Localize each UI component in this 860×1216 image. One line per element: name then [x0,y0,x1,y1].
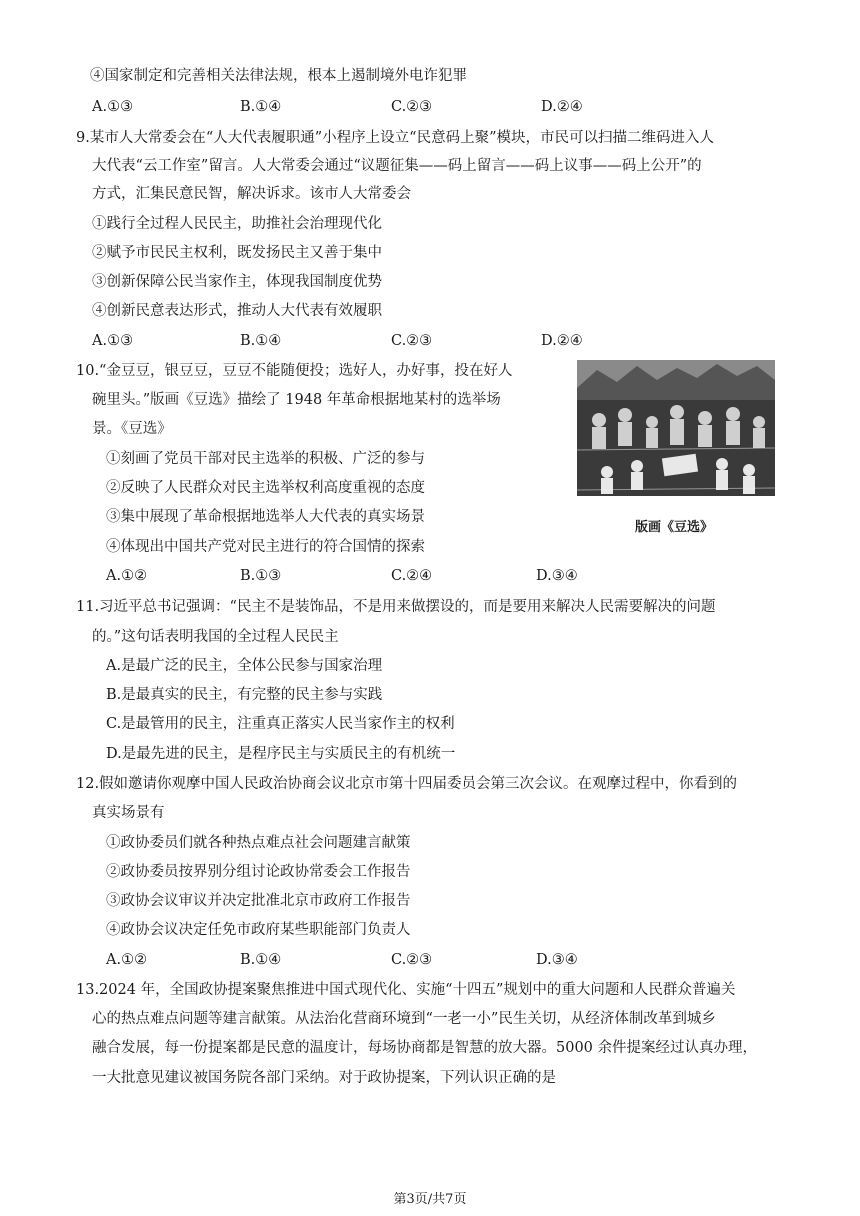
q10-stem-line-1: 10.“金豆豆，银豆豆，豆豆不能随便投；选好人，办好事，投在好人 [76,363,513,379]
q12-stem-line-2: 真实场景有 [92,805,165,821]
q9-statement-4: ④创新民意表达形式，推动人大代表有效履职 [92,303,382,319]
q9-stem-line-1: 9.某市人大常委会在“人大代表履职通”小程序上设立“民意码上聚”模块，市民可以扫描二维码进入人 [76,130,714,146]
q10-option-c: C.②④ [391,568,433,584]
q12-option-b: B.①④ [240,952,282,968]
q13-stem-line-1: 13.2024 年，全国政协提案聚焦推进中国式现代化、实施“十四五”规划中的重大问题和人民群众普遍关 [76,982,736,998]
q12-option-d: D.③④ [536,952,578,968]
q11-stem-line-1: 11.习近平总书记强调：“民主不是装饰品，不是用来做摆设的，而是要用来解决人民需要解决的问题 [76,599,716,615]
q9-stem-line-3: 方式，汇集民意民智，解决诉求。该市人大常委会 [92,186,411,202]
woodcut-illustration [577,360,775,496]
q8-option-a: A.①③ [92,99,134,115]
q13-stem-line-4: 一大批意见建议被国务院各部门采纳。对于政协提案，下列认识正确的是 [92,1070,556,1086]
q10-option-a: A.①② [106,568,148,584]
q10-statement-1: ①刻画了党员干部对民主选举的积极、广泛的参与 [106,451,425,467]
q9-stem-line-2: 大代表“云工作室”留言。人大常委会通过“议题征集——码上留言——码上议事——码上公开”的 [92,158,702,174]
q8-statement-4: ④国家制定和完善相关法律法规，根本上遏制境外电诈犯罪 [90,68,467,84]
q9-option-d: D.②④ [541,333,583,349]
q11-choice-d: D.是最先进的民主，是程序民主与实质民主的有机统一 [106,746,456,762]
q12-stem-line-1: 12.假如邀请你观摩中国人民政治协商会议北京市第十四届委员会第三次会议。在观摩过程中，你看到的 [76,776,738,792]
q12-statement-2: ②政协委员按界别分组讨论政协常委会工作报告 [106,864,411,880]
q9-statement-3: ③创新保障公民当家作主，体现我国制度优势 [92,274,382,290]
q12-statement-1: ①政协委员们就各种热点难点社会问题建言献策 [106,835,411,851]
q9-statement-1: ①践行全过程人民民主，助推社会治理现代化 [92,216,382,232]
q11-stem-line-2: 的。”这句话表明我国的全过程人民民主 [92,629,339,645]
q9-option-b: B.①④ [240,333,282,349]
page-footer: 第3页/共7页 [393,1192,467,1207]
q10-statement-2: ②反映了人民群众对民主选举权利高度重视的态度 [106,480,425,496]
q13-stem-line-2: 心的热点难点问题等建言献策。从法治化营商环境到“一老一小”民生关切，从经济体制改革到城乡 [92,1011,716,1027]
q9-statement-2: ②赋予市民民主权利，既发扬民主又善于集中 [92,245,382,261]
q10-option-d: D.③④ [536,568,578,584]
q12-statement-3: ③政协会议审议并决定批准北京市政府工作报告 [106,893,411,909]
q9-option-c: C.②③ [391,333,433,349]
q11-choice-b: B.是最真实的民主，有完整的民主参与实践 [106,687,383,703]
q12-option-a: A.①② [106,952,148,968]
image-caption: 版画《豆选》 [635,520,714,535]
q10-stem-line-3: 景。《豆选》 [92,421,172,437]
q10-stem-line-2: 碗里头。”版画《豆选》描绘了 1948 年革命根据地某村的选举场 [92,392,501,408]
q10-statement-4: ④体现出中国共产党对民主进行的符合国情的探索 [106,539,425,555]
q8-option-c: C.②③ [391,99,433,115]
q10-statement-3: ③集中展现了革命根据地选举人大代表的真实场景 [106,509,425,525]
q11-choice-c: C.是最管用的民主，注重真正落实人民当家作主的权利 [106,716,455,732]
q8-option-b: B.①④ [240,99,282,115]
q12-statement-4: ④政协会议决定任免市政府某些职能部门负责人 [106,922,411,938]
q13-stem-line-3: 融合发展，每一份提案都是民意的温度计，每场协商都是智慧的放大器。5000 余件提案经过认真办理， [92,1040,758,1056]
q8-option-d: D.②④ [541,99,583,115]
q11-choice-a: A.是最广泛的民主，全体公民参与国家治理 [106,658,383,674]
q9-option-a: A.①③ [92,333,134,349]
q12-option-c: C.②③ [391,952,433,968]
q10-option-b: B.①③ [240,568,282,584]
woodcut-print-image [577,360,775,496]
